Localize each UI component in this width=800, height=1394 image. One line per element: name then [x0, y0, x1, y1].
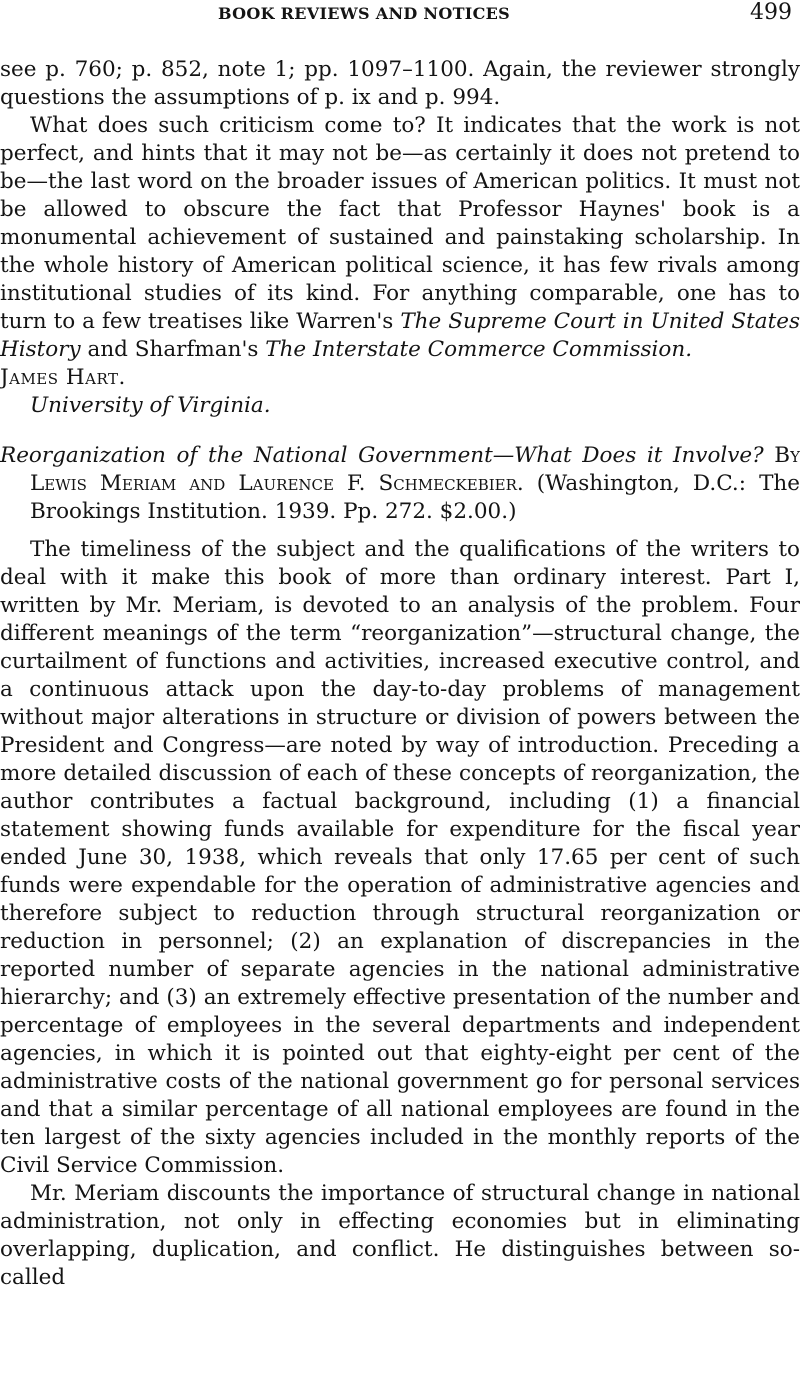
by-label: By [763, 443, 800, 468]
book-authors: Lewis Meriam and Laurence F. Schmeckebier. [30, 471, 524, 496]
reviewer-signature: James Hart. [0, 365, 126, 390]
running-head: BOOK REVIEWS AND NOTICES [218, 4, 510, 23]
review-conclusion-paragraph [0, 112, 800, 364]
book-title-reference: The Interstate Commerce Commission. [265, 337, 693, 362]
body-text [0, 56, 800, 1292]
page-header [0, 0, 800, 40]
book-title-reference: The Supreme Court in United States History [0, 309, 800, 362]
conclusion-text: What does such criticism come to? It indicates that the work is not perfect, and hints that it may not be—as certainly it does not pretend to be—the last word on the broader issues of American politics. It must not be allowed to obscure the fact that Professor Haynes' book is a monumental achievement of sustained and painstaking scholarship. In the whole history of American political science, it has few rivals among institutional studies of its kind. For anything comparable, one has to turn to a few treatises like Warren's [0, 113, 800, 334]
book-title: Reorganization of the National Government—What Does it Involve? [0, 443, 764, 468]
review-continuation-paragraph: see p. 760; p. 852, note 1; pp. 1097–1100. Again, the reviewer strongly questions the assumptions of p. ix and p. 994. [0, 57, 800, 110]
conclusion-text-continued: and Sharfman's [80, 337, 266, 362]
review-paragraph: Mr. Meriam discounts the importance of structural change in national administration, not only in effecting economies but in eliminating overlapping, duplication, and conflict. He distinguishes between so-called [0, 1181, 800, 1290]
publication-details: (Washington, D.C.: The Brookings Institution. 1939. Pp. 272. $2.00.) [30, 471, 800, 524]
reviewer-affiliation: University of Virginia. [30, 393, 271, 418]
review-paragraph: The timeliness of the subject and the qualifications of the writers to deal with it make this book of more than ordinary interest. Part I, written by Mr. Meriam, is devoted to an analysis of the problem. Four different meanings of the term “reorganization”—structural change, the curtailment of functions and activities, increased executive control, and a continuous attack upon the day-to-day problems of management without major alterations in structure or division of powers between the President and Congress—are noted by way of introduction. Preceding a more detailed discussion of each of these concepts of reorganization, the author contributes a factual background, including (1) a financial statement showing funds available for expenditure for the fiscal year ended June 30, 1938, which reveals that only 17.65 per cent of such funds were expendable for the operation of administrative agencies and therefore subject to reduction through structural reorganization or reduction in personnel; (2) an explanation of discrepancies in the reported number of separate agencies in the national administrative hierarchy; and (3) an extremely effective presentation of the number and percentage of employees in the several departments and independent agencies, in which it is pointed out that eighty-eight per cent of the administrative costs of the national government go for personal services and that a similar percentage of all national employees are found in the ten largest of the sixty agencies included in the monthly reports of the Civil Service Commission. [0, 537, 800, 1178]
book-citation [0, 442, 800, 526]
page-number: 499 [750, 0, 792, 25]
